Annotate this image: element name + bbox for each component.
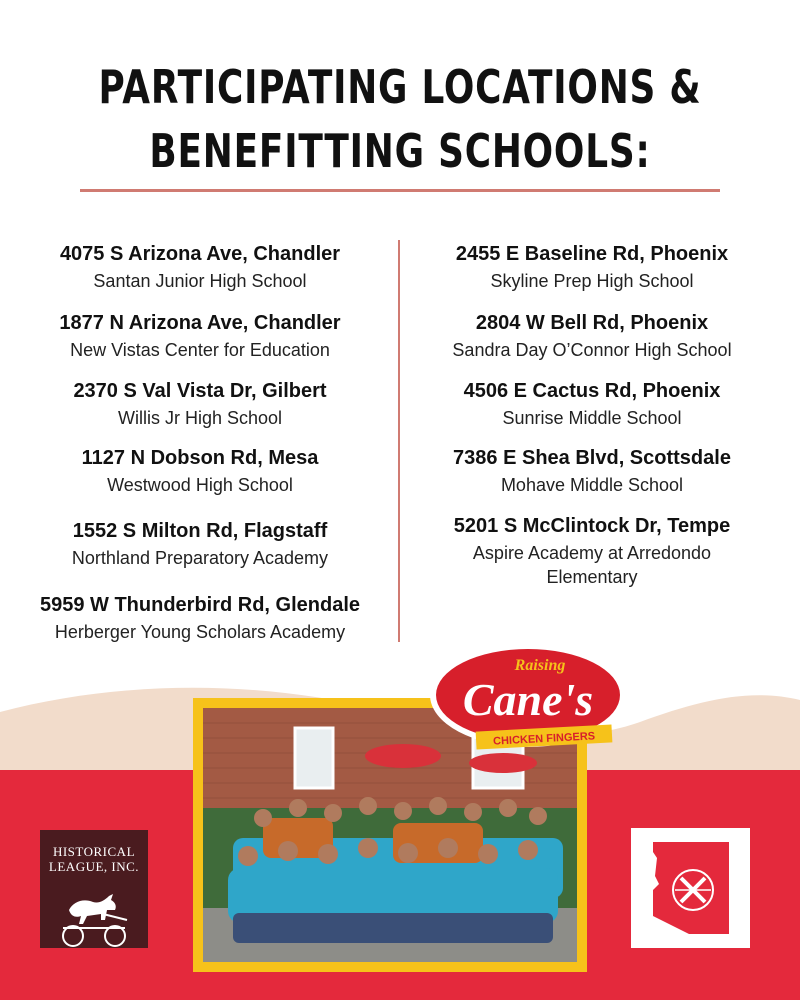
location-address: 5201 S McClintock Dr, Tempe	[453, 515, 731, 537]
school-name: Santan Junior High School	[93, 271, 307, 291]
raising-canes-logo	[428, 640, 628, 755]
arizona-x-logo	[631, 828, 750, 948]
location-address: 4506 E Cactus Rd, Phoenix	[463, 380, 721, 402]
location-entry	[392, 311, 792, 365]
title-line-1: PARTICIPATING LOCATIONS &	[98, 60, 702, 114]
canes-main-text: Cane's	[462, 674, 594, 725]
school-name-line-1: Aspire Academy at Arredondo	[472, 543, 712, 563]
school-name: Mohave Middle School	[500, 475, 684, 495]
historical-league-logo	[40, 830, 148, 948]
location-address: 1127 N Dobson Rd, Mesa	[81, 447, 319, 469]
location-entry	[392, 242, 792, 296]
page-title	[0, 55, 800, 183]
canes-sub-text: CHICKEN FINGERS	[492, 730, 596, 748]
location-entry	[0, 593, 400, 647]
school-name: New Vistas Center for Education	[70, 340, 330, 360]
location-address: 1552 S Milton Rd, Flagstaff	[72, 520, 328, 542]
school-name: Herberger Young Scholars Academy	[54, 622, 346, 642]
school-name: Sunrise Middle School	[502, 408, 682, 428]
school-name-line-2: Elementary	[546, 567, 638, 587]
title-divider	[80, 189, 720, 192]
location-address: 1877 N Arizona Ave, Chandler	[59, 312, 341, 334]
location-address: 2804 W Bell Rd, Phoenix	[475, 312, 709, 334]
school-name: Willis Jr High School	[117, 408, 283, 428]
location-entry	[0, 242, 400, 296]
location-entry	[0, 519, 400, 573]
location-entry	[392, 446, 792, 500]
location-address: 5959 W Thunderbird Rd, Glendale	[39, 594, 361, 616]
location-address: 2455 E Baseline Rd, Phoenix	[455, 243, 729, 265]
school-name: Northland Preparatory Academy	[71, 548, 329, 568]
historical-league-line-1: HISTORICAL	[52, 844, 136, 859]
location-entry	[392, 514, 792, 592]
canes-top-text: Raising	[514, 657, 566, 674]
location-address: 4075 S Arizona Ave, Chandler	[59, 243, 341, 265]
horse-carriage-icon	[49, 880, 139, 950]
location-address: 7386 E Shea Blvd, Scottsdale	[453, 447, 731, 469]
school-name: Sandra Day O’Connor High School	[452, 340, 732, 360]
location-entry	[0, 379, 400, 433]
title-line-2: BENEFITTING SCHOOLS:	[149, 124, 651, 178]
school-name: Skyline Prep High School	[490, 271, 694, 291]
historical-league-line-2: LEAGUE, INC.	[48, 859, 140, 874]
arizona-state-icon	[631, 828, 750, 948]
school-name: Westwood High School	[107, 475, 293, 495]
location-entry	[0, 446, 400, 500]
location-address: 2370 S Val Vista Dr, Gilbert	[73, 380, 327, 402]
location-entry	[0, 311, 400, 365]
location-entry	[392, 379, 792, 433]
